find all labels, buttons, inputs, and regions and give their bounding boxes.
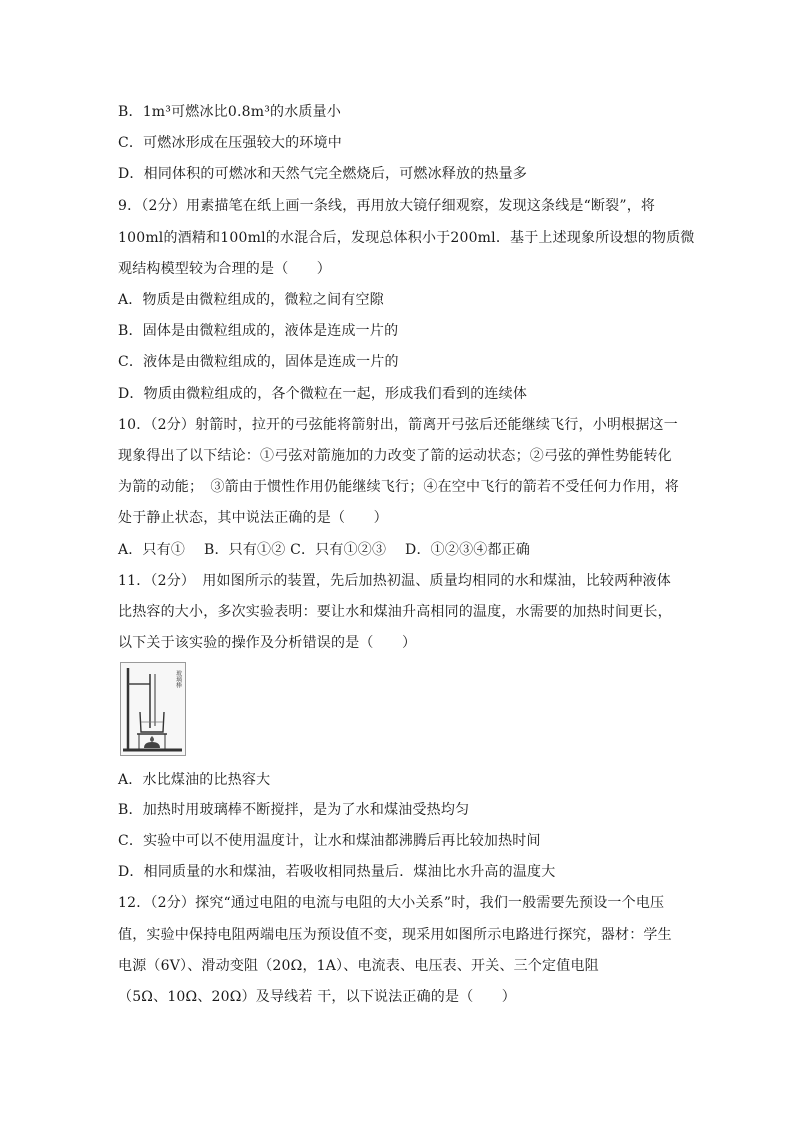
q12-stem-line-3: 电源（6V）、滑动变阻（20Ω，1A）、电流表、电压表、开关、三个定值电阻 [118,958,599,974]
q9-stem-line-1: 9．（2分）用素描笔在纸上画一条线，再用放大镜仔细观察，发现这条线是“断裂”，将 [118,198,656,214]
q11-stem-line-1: 11．（2分） 用如图所示的装置，先后加热初温、质量均相同的水和煤油，比较两种液体 [118,573,671,589]
q12-stem-line-1: 12．（2分）探究“通过电阻的电流与电阻的大小关系”时，我们一般需要先预设一个电压 [118,895,665,911]
q9-option-d: D．物质由微粒组成的，各个微粒在一起，形成我们看到的连续体 [118,386,528,402]
heating-apparatus-figure [120,662,186,756]
q8-option-c: C．可燃冰形成在压强较大的环境中 [118,135,342,151]
q11-option-c: C．实验中可以不使用温度计，让水和煤油都沸腾后再比较加热时间 [118,833,541,849]
q10-stem-line-4: 处于静止状态，其中说法正确的是（ ） [118,510,388,526]
q9-stem-line-3: 观结构模型较为合理的是（ ） [118,261,331,277]
q10-stem-line-2: 现象得出了以下结论：①弓弦对箭施加的力改变了箭的运动状态；②弓弦的弹性势能转化 [118,448,672,464]
q9-stem-line-2: 100ml的酒精和100ml的水混合后，发现总体积小于200ml．基于上述现象所设想的物质微 [118,230,695,246]
q10-options: A．只有① B．只有①② C．只有①②③ D．①②③④都正确 [118,542,531,558]
q9-option-b: B．固体是由微粒组成的，液体是连成一片的 [118,323,399,339]
q11-option-a: A．水比煤油的比热容大 [118,772,271,788]
q11-stem-line-3: 以下关于该实验的操作及分析错误的是（ ） [118,635,417,651]
q11-option-b: B．加热时用玻璃棒不断搅拌，是为了水和煤油受热均匀 [118,802,470,818]
q9-option-a: A．物质是由微粒组成的，微粒之间有空隙 [118,292,384,308]
q10-stem-line-3: 为箭的动能； ③箭由于惯性作用仍能继续飞行；④在空中飞行的箭若不受任何力作用，将 [118,479,679,495]
q8-option-b: B．1m³可燃冰比0.8m³的水质量小 [118,104,342,120]
q8-option-d: D．相同体积的可燃冰和天然气完全燃烧后，可燃冰释放的热量多 [118,166,528,182]
q12-stem-line-4: （5Ω、10Ω、20Ω）及导线若 干，以下说法正确的是（ ） [118,989,517,1005]
q10-stem-line-1: 10．（2分）射箭时，拉开的弓弦能将箭射出，箭离开弓弦后还能继续飞行，小明根据这一 [118,417,678,433]
glass-rod-label: 玻璃棒 [174,670,182,688]
q12-stem-line-2: 值，实验中保持电阻两端电压为预设值不变，现采用如图所示电路进行探究，器材：学生 [118,927,672,943]
q9-option-c: C．液体是由微粒组成的，固体是连成一片的 [118,354,399,370]
q11-option-d: D．相同质量的水和煤油，若吸收相同热量后．煤油比水升高的温度大 [118,864,556,880]
q11-stem-line-2: 比热容的大小，多次实验表明：要让水和煤油升高相同的温度，水需要的加热时间更长， [118,604,672,620]
